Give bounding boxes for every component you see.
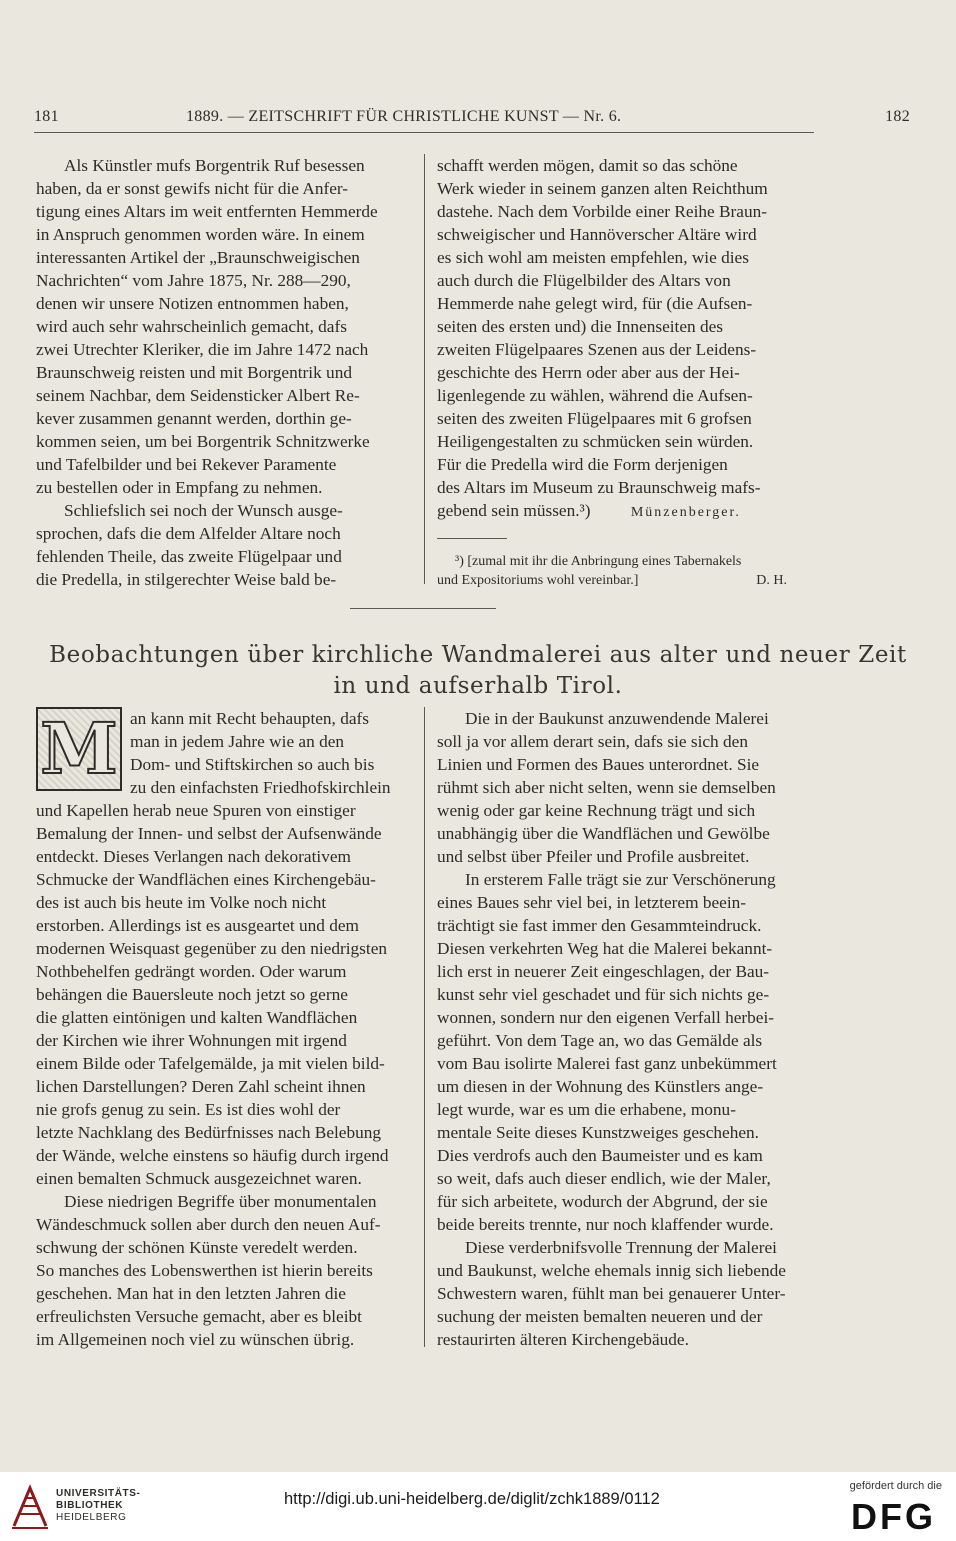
text-line: fehlenden Theile, das zweite Flügelpaar und	[36, 547, 342, 566]
text-line: Dom- und Stiftskirchen so auch bis	[130, 755, 375, 774]
author-signature: Münzenberger.	[630, 505, 741, 520]
text-line: Nachrichten“ vom Jahre 1875, Nr. 288—290,	[36, 271, 351, 290]
text-line: erfreulichsten Versuche gemacht, aber es bleibt	[36, 1307, 362, 1326]
text-line: Schliefslich sei noch der Wunsch ausge-	[64, 501, 343, 520]
text-line: Hemmerde nahe gelegt wird, für (die Aufsen-	[437, 294, 753, 313]
text-line: und Baukunst, welche ehemals innig sich liebende	[437, 1261, 786, 1280]
text-line: sprochen, dafs die dem Alfelder Altare noch	[36, 524, 341, 543]
section-separator	[350, 608, 496, 609]
text-line: restaurirten älteren Kirchengebäude.	[437, 1330, 689, 1349]
text-line: Die in der Baukunst anzuwendende Malerei	[465, 709, 769, 728]
text-line: und selbst über Pfeiler und Profile ausbreitet.	[437, 847, 750, 866]
text-line-with-signature	[437, 499, 813, 524]
text-line: die Predella, in stilgerechter Weise bald be-	[36, 570, 337, 589]
university-library-logo-icon	[10, 1484, 50, 1530]
footnote-line: ³) [zumal mit ihr die Anbringung eines Tabernakels	[455, 554, 742, 569]
text-line: man in jedem Jahre wie an den	[130, 732, 345, 751]
header-rule	[34, 132, 814, 133]
text-line: lich erst in neuerer Zeit eingeschlagen, der Bau-	[437, 962, 770, 981]
footnote-rule	[437, 538, 507, 539]
text-line: kever zusammen genannt werden, dorthin ge-	[36, 409, 352, 428]
text-line: Diesen verkehrten Weg hat die Malerei bekannt-	[437, 939, 773, 958]
text-line: Für die Predella wird die Form derjenigen	[437, 455, 728, 474]
text-line: die glatten eintönigen und kalten Wandflächen	[36, 1008, 358, 1027]
text-line: entdeckt. Dieses Verlangen nach dekorativem	[36, 847, 351, 866]
text-line: zwei Utrechter Kleriker, die im Jahre 1472 nach	[36, 340, 369, 359]
text-line: wird auch sehr wahrscheinlich gemacht, dafs	[36, 317, 347, 336]
text-line: des Altars im Museum zu Braunschweig mafs-	[437, 478, 761, 497]
text-line: Werk wieder in seinem ganzen alten Reichthum	[437, 179, 768, 198]
text-line: einem Bilde oder Tafelgemälde, ja mit vielen bild-	[36, 1054, 385, 1073]
text-line: in Anspruch genommen worden wäre. In einem	[36, 225, 365, 244]
text-line: der Wände, welche einstens so häufig durch irgend	[36, 1146, 389, 1165]
viewer-footer	[0, 1472, 956, 1541]
text-line: auch durch die Flügelbilder des Altars von	[437, 271, 731, 290]
text-line: Heiligengestalten zu schmücken sein würden.	[437, 432, 754, 451]
permalink-url[interactable]: http://digi.ub.uni-heidelberg.de/diglit/zchk1889/0112	[284, 1490, 660, 1508]
decorated-initial	[36, 707, 122, 791]
text-line: und Tafelbilder und bei Rekever Paramente	[36, 455, 337, 474]
text-line: zu bestellen oder in Empfang zu nehmen.	[36, 478, 323, 497]
text-line: schafft werden mögen, damit so das schöne	[437, 156, 738, 175]
footnote	[437, 552, 813, 590]
text-line: lichen Darstellungen? Deren Zahl scheint ihnen	[36, 1077, 366, 1096]
article-title-line: in und aufserhalb Tirol.	[333, 673, 623, 699]
text-line: geschehen. Man hat in den letzten Jahren die	[36, 1284, 346, 1303]
text-line: nie grofs genug zu sein. Es ist dies wohl der	[36, 1100, 341, 1119]
text-line: wonnen, sondern nur den eigenen Verfall herbei-	[437, 1008, 775, 1027]
text-line: seiten des zweiten Flügelpaares mit 6 grofsen	[437, 409, 752, 428]
text-line: Linien und Formen des Baues unterordnet. Sie	[437, 755, 760, 774]
text-line: eines Baues sehr viel bei, in letzterem beein-	[437, 893, 747, 912]
top-right-column	[437, 154, 813, 524]
text-line: Diese niedrigen Begriffe über monumentalen	[64, 1192, 377, 1211]
text-line: suchung der meisten bemalten neueren und der	[437, 1307, 763, 1326]
column-divider-bottom	[424, 707, 425, 1347]
journal-title: 1889. — ZEITSCHRIFT FÜR CHRISTLICHE KUNST — Nr. 6.	[186, 108, 622, 125]
text-line: vom Bau isolirte Malerei fast ganz unbekümmert	[437, 1054, 777, 1073]
text-line: soll ja vor allem derart sein, dafs sie sich den	[437, 732, 748, 751]
page-number-right: 182	[885, 108, 910, 125]
text-line: wenig oder gar keine Rechnung trägt und sich	[437, 801, 756, 820]
text-line: einen bemalten Schmuck ausgezeichnet waren.	[36, 1169, 362, 1188]
text-line: legt wurde, war es um die erhabene, monu-	[437, 1100, 736, 1119]
footnote-line: und Expositoriums wohl vereinbar.]	[437, 573, 639, 588]
text-line: um diesen in der Wohnung des Künstlers ange-	[437, 1077, 764, 1096]
text-line: geführt. Von dem Tage an, wo das Gemälde als	[437, 1031, 763, 1050]
text-line: interessanten Artikel der „Braunschweigischen	[36, 248, 360, 267]
text-line: trächtigt sie fast immer den Gesammteindruck.	[437, 916, 762, 935]
text-line: In ersterem Falle trägt sie zur Verschönerung	[465, 870, 776, 889]
text-line: Nothbehelfen gedrängt worden. Oder warum	[36, 962, 347, 981]
text-line: so weit, dafs auch dieser endlich, wie der Maler,	[437, 1169, 771, 1188]
text-line: denen wir unsere Notizen entnommen haben,	[36, 294, 349, 313]
library-name-line: UNIVERSITÄTS-	[56, 1488, 141, 1499]
text-line: der Kirchen wie ihrer Wohnungen mit irgend	[36, 1031, 347, 1050]
text-line: Schmucke der Wandflächen eines Kirchengebäu-	[36, 870, 376, 889]
text-line: geschichte des Herrn oder aber aus der Hei-	[437, 363, 740, 382]
text-line: Diese verderbnifsvolle Trennung der Malerei	[465, 1238, 777, 1257]
text-line: unabhängig über die Wandflächen und Gewölbe	[437, 824, 770, 843]
dfg-logo: DFG	[851, 1496, 936, 1537]
page-number-left: 181	[34, 108, 59, 125]
text-line: kommen seien, um bei Borgentrik Schnitzwerke	[36, 432, 370, 451]
library-name	[56, 1488, 140, 1524]
text-line: an kann mit Recht behaupten, dafs	[130, 709, 369, 728]
text-line: schwung der schönen Künste veredelt werden.	[36, 1238, 358, 1257]
text-line: So manches des Lobenswerthen ist hierin bereits	[36, 1261, 373, 1280]
text-line: Schwestern waren, fühlt man bei genauerer Unter-	[437, 1284, 786, 1303]
text-line: Bemalung der Innen- und selbst der Aufsenwände	[36, 824, 382, 843]
text-line: tigung eines Altars im weit entfernten Hemmerde	[36, 202, 378, 221]
article-title	[40, 640, 916, 702]
bottom-left-column	[36, 799, 411, 1351]
text-line: schweigischer und Hannöverscher Altäre wird	[437, 225, 757, 244]
text-line: modernen Weisquast gegenüber zu den niedrigsten	[36, 939, 388, 958]
text-line: Dies verdrofs auch den Baumeister und es kam	[437, 1146, 763, 1165]
running-header	[34, 108, 910, 132]
text-line: kunst sehr viel geschadet und für sich nichts ge-	[437, 985, 770, 1004]
text-line: zu den einfachsten Friedhofskirchlein	[130, 778, 391, 797]
column-divider-top	[424, 154, 425, 584]
text-line: haben, da er sonst gewifs nicht für die Anfer-	[36, 179, 349, 198]
library-name-line: BIBLIOTHEK	[56, 1500, 124, 1511]
text-line: letzte Nachklang des Bedürfnisses nach Belebung	[36, 1123, 382, 1142]
initial-letter: M	[40, 707, 118, 790]
text-line: seinem Nachbar, dem Seidensticker Albert Re-	[36, 386, 360, 405]
text-line: rühmt sich aber nicht selten, wenn sie demselben	[437, 778, 776, 797]
text-line: Als Künstler mufs Borgentrik Ruf besessen	[64, 156, 365, 175]
text-line: beide bereits trennte, nur noch klaffender wurde.	[437, 1215, 774, 1234]
text-line: erstorben. Allerdings ist es ausgeartet und dem	[36, 916, 359, 935]
text-line: im Allgemeinen noch viel zu wünschen übrig.	[36, 1330, 355, 1349]
library-name-line: HEIDELBERG	[56, 1512, 127, 1523]
text-line: mentale Seite dieses Kunstzweiges geschehen.	[437, 1123, 759, 1142]
text-line: Wändeschmuck sollen aber durch den neuen Auf-	[36, 1215, 381, 1234]
text-line: dastehe. Nach dem Vorbilde einer Reihe Braun-	[437, 202, 767, 221]
top-left-column	[36, 154, 411, 591]
bottom-left-indented	[130, 707, 411, 799]
text-line: seiten des ersten und) die Innenseiten des	[437, 317, 724, 336]
footnote-line-2	[437, 571, 813, 590]
funding-note: gefördert durch die	[849, 1480, 942, 1492]
article-title-line: Beobachtungen über kirchliche Wandmalerei aus alter und neuer Zeit	[49, 642, 907, 668]
text-line: für sich arbeitete, wodurch der Abgrund, der sie	[437, 1192, 768, 1211]
text-line: ligenlegende zu wählen, während die Aufsen-	[437, 386, 753, 405]
text-line: zweiten Flügelpaares Szenen aus der Leidens-	[437, 340, 757, 359]
text-line: gebend sein müssen.³)	[437, 501, 591, 520]
text-line: es sich wohl am meisten empfehlen, wie dies	[437, 248, 749, 267]
text-line: behängen die Bauersleute noch jetzt so gerne	[36, 985, 348, 1004]
text-line: und Kapellen herab neue Spuren von einstiger	[36, 801, 356, 820]
footnote-initials: D. H.	[756, 573, 787, 588]
bottom-right-column	[437, 707, 813, 1351]
text-line: Braunschweig reisten und mit Borgentrik und	[36, 363, 352, 382]
text-line: des ist auch bis heute im Volke noch nicht	[36, 893, 327, 912]
